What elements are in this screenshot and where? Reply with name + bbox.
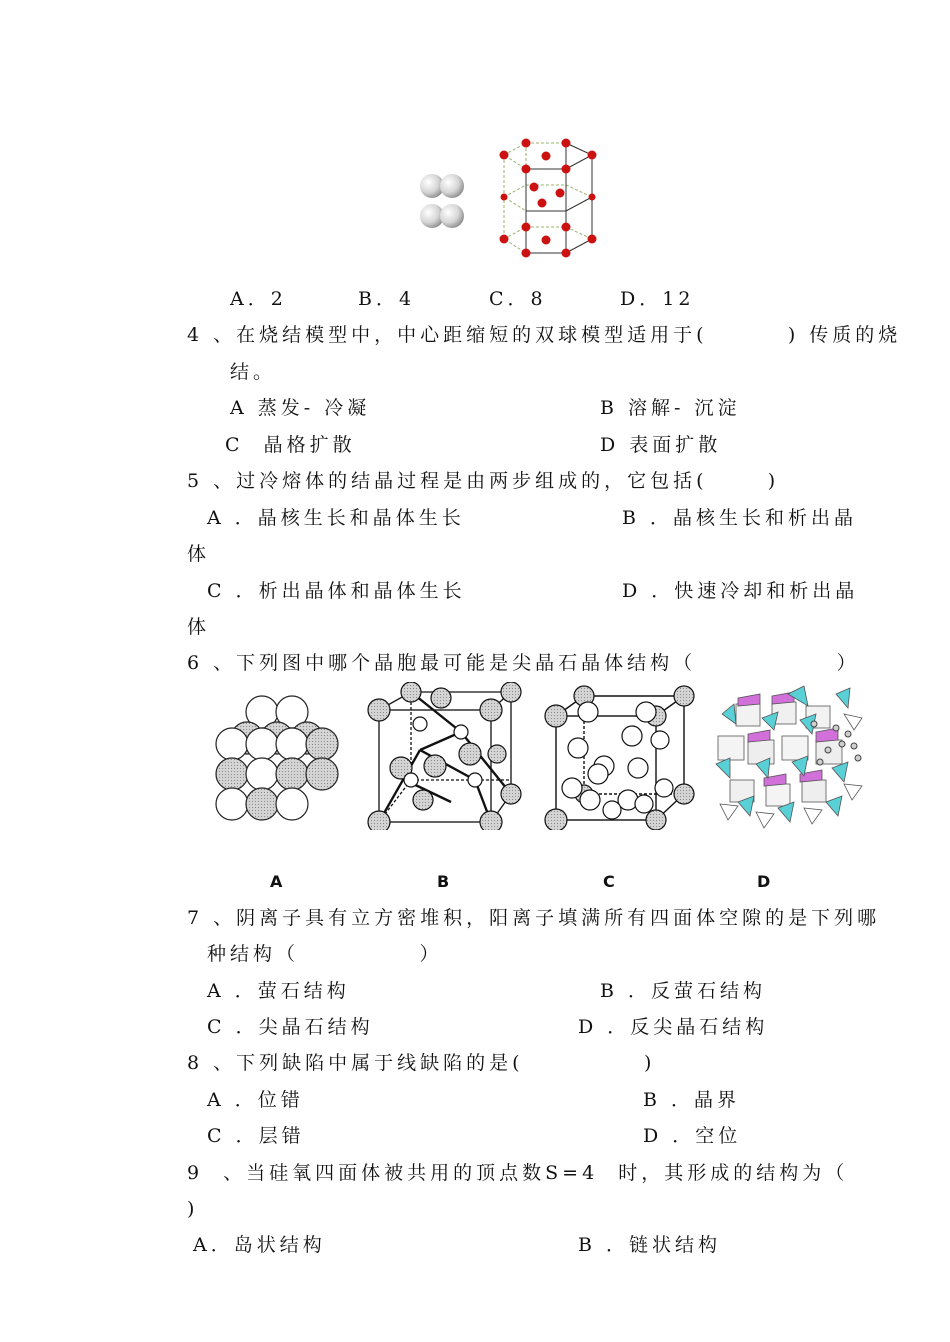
q5-option-b[interactable]: B ．晶核生长和析出晶 [622, 507, 858, 529]
q8-option-b[interactable]: B ．晶界 [643, 1089, 741, 1111]
hcp-atoms [500, 139, 597, 258]
q7-option-c[interactable]: C ．尖晶石结构 [207, 1016, 374, 1038]
q3-option-a[interactable]: A．2 [230, 288, 287, 310]
q9-stem: 9 、当硅氧四面体被共用的顶点数S=4 时，其形成的结构为（ [187, 1162, 849, 1184]
q5-option-a[interactable]: A ．晶核生长和晶体生长 [207, 507, 465, 529]
q6-figure-b-cubic-cell[interactable] [365, 682, 525, 830]
q3-option-d[interactable]: D．12 [620, 288, 695, 310]
q4-stem-cont: 结。 [230, 361, 277, 383]
q5-stem: 5 、过冷熔体的结晶过程是由两步组成的，它包括( ) [187, 470, 780, 492]
q3-hcp-cell-figure [488, 135, 606, 263]
q7-stem: 7 、阴离子具有立方密堆积，阳离子填满所有四面体空隙的是下列哪 [187, 907, 881, 929]
q4-option-b[interactable]: B 溶解- 沉淀 [600, 397, 741, 419]
q5-option-d[interactable]: D ．快速冷却和析出晶 [622, 580, 859, 602]
q8-option-a[interactable]: A ．位错 [207, 1089, 304, 1111]
q4-option-d[interactable]: D 表面扩散 [600, 434, 722, 456]
q3-sphere-sketch [412, 172, 474, 234]
q4-option-a[interactable]: A 蒸发- 冷凝 [230, 397, 371, 419]
q9-stem-cont: ) [187, 1198, 199, 1220]
q6-stem: 6 、下列图中哪个晶胞最可能是尖晶石晶体结构（ ） [187, 652, 860, 674]
q5-option-b-cont: 体 [187, 543, 211, 565]
q6-figure-a-close-packing[interactable] [210, 690, 345, 825]
q6-figure-label-b: B [437, 872, 450, 891]
q6-figure-c-cubic-cell[interactable] [542, 682, 702, 830]
q6-figure-label-a: A [270, 872, 283, 891]
q9-option-b[interactable]: B ．链状结构 [578, 1234, 722, 1256]
q6-figure-d-polyhedral-model[interactable] [708, 684, 868, 834]
q7-option-d[interactable]: D ．反尖晶石结构 [578, 1016, 769, 1038]
q4-option-c[interactable]: C 晶格扩散 [225, 434, 356, 456]
q9-option-a[interactable]: A．岛状结构 [193, 1234, 326, 1256]
q4-stem: 4 、在烧结模型中，中心距缩短的双球模型适用于( ) 传质的烧 [187, 324, 902, 346]
q8-stem: 8 、下列缺陷中属于线缺陷的是( ) [187, 1052, 656, 1074]
q5-option-c[interactable]: C ．析出晶体和晶体生长 [207, 580, 466, 602]
q3-option-b[interactable]: B．4 [358, 288, 416, 310]
q6-figure-label-c: C [603, 872, 615, 891]
q6-figure-label-d: D [757, 872, 771, 891]
q7-option-a[interactable]: A ．萤石结构 [207, 980, 350, 1002]
q3-option-c[interactable]: C．8 [489, 288, 547, 310]
q8-option-c[interactable]: C ．层错 [207, 1125, 305, 1147]
q7-option-b[interactable]: B ．反萤石结构 [600, 980, 767, 1002]
q8-option-d[interactable]: D ．空位 [643, 1125, 742, 1147]
q7-stem-cont: 种结构（ ） [207, 943, 443, 965]
q5-option-d-cont: 体 [187, 616, 211, 638]
